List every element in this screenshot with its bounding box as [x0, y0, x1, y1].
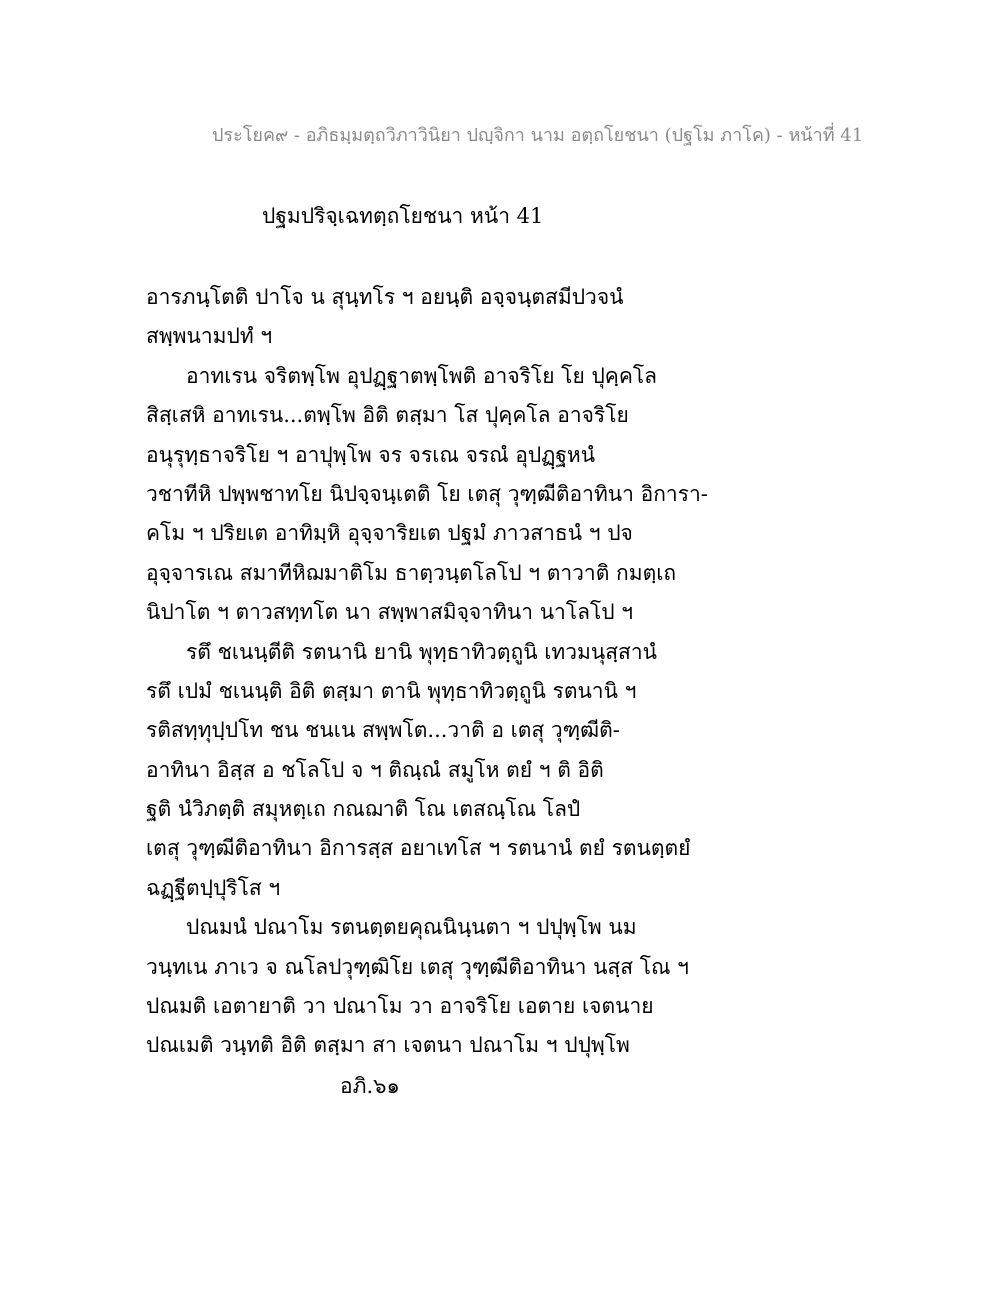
page-marker: อภิ.๖๑ — [340, 1074, 400, 1098]
text-line: อารภนฺโตติ ปาโจ น สุนฺทโร ฯ อยนฺติ อจฺจนฺตสมีปวจนํ — [146, 285, 624, 309]
text-line: นิปาโต ฯ ตาวสทฺทโต นา สพฺพาสมิจฺจาทินา นาโลโป ฯ — [146, 600, 634, 625]
text-line: อุจฺจารเณ สมาทีหิฌมาติโม ธาตฺวนฺตโลโป ฯ ตาวาติ กมตฺเถ — [146, 560, 677, 585]
running-header: ประโยค๙ - อภิธมฺมตฺถวิภาวินิยา ปญฺจิกา นาม อตฺถโยชนา (ปฐโม ภาโค) - หน้าที่ 41 — [212, 125, 864, 146]
text-line: อาทเรน จริตพฺโพ อุปฏฺฐาตพฺโพติ อาจริโย โย ปุคฺคโล — [186, 363, 658, 388]
body-text — [146, 278, 866, 1066]
text-line: สพฺพนามปทํ ฯ — [146, 324, 273, 349]
text-line: คโม ฯ ปริยเต อาทิมฺหิ อุจฺจาริยเต ปฐมํ ภาวสาธนํ ฯ ปจ — [146, 521, 633, 546]
text-line: เตสุ วุฑฺฒีติอาทินา อิการสฺส อยาเทโส ฯ รตนานํ ตยํ รตนตฺตยํ — [146, 836, 691, 861]
text-line: สิสฺเสหิ อาทเรน...ตพฺโพ อิติ ตสฺมา โส ปุคฺคโล อาจริโย — [146, 403, 629, 428]
text-line: ปณมติ เอตายาติ วา ปณาโม วา อาจริโย เอตาย เจตนาย — [146, 994, 654, 1019]
text-line: อนุรุทฺธาจริโย ฯ อาปุพฺโพ จร จรเณ จรณํ อุปฏฺฐหนํ — [146, 442, 596, 467]
page-title: ปฐมปริจฺเฉทตฺถโยชนา หน้า 41 — [262, 204, 544, 228]
text-line: รติสทฺทุปฺปโท ชน ชนเน สพฺพโต...วาติ อ เตสุ วุฑฺฒีติ- — [146, 718, 620, 743]
text-line: อาทินา อิสฺส อ ชโลโป จ ฯ ติณฺณํ สมูโห ตยํ ฯ ติ อิติ — [146, 757, 604, 782]
text-line: รตึ เปมํ ชเนนฺติ อิติ ตสฺมา ตานิ พุทฺธาทิวตฺถูนิ รตนานิ ฯ — [146, 678, 637, 703]
text-line: วชาทีหิ ปพฺพชาทโย นิปจฺจนฺเตติ โย เตสุ วุฑฺฒีติอาทินา อิการา- — [146, 481, 708, 506]
text-line: ปณมนํ ปณาโม รตนตฺตยคุณนินฺนตา ฯ ปปุพฺโพ นม — [186, 915, 637, 940]
text-line: รตึ ชเนนฺตีติ รตนานิ ยานิ พุทฺธาทิวตฺถูนิ เทวมนุสฺสานํ — [186, 639, 658, 664]
text-line: ฉฏฺฐีตปฺปุริโส ฯ — [146, 875, 281, 900]
text-line: ปณเมติ วนฺทติ อิติ ตสฺมา สา เจตนา ปณาโม ฯ ปปุพฺโพ — [146, 1033, 630, 1058]
text-line: ฐติ นํวิภตฺติ สมุหตฺเถ กณฌาติ โณ เตสณฺโณ โลปํ — [146, 797, 581, 822]
text-line: วนฺทเน ภาเว จ ณโลปวุฑฺฒิโย เตสุ วุฑฺฒีติอาทินา นสฺส โณ ฯ — [146, 954, 689, 979]
